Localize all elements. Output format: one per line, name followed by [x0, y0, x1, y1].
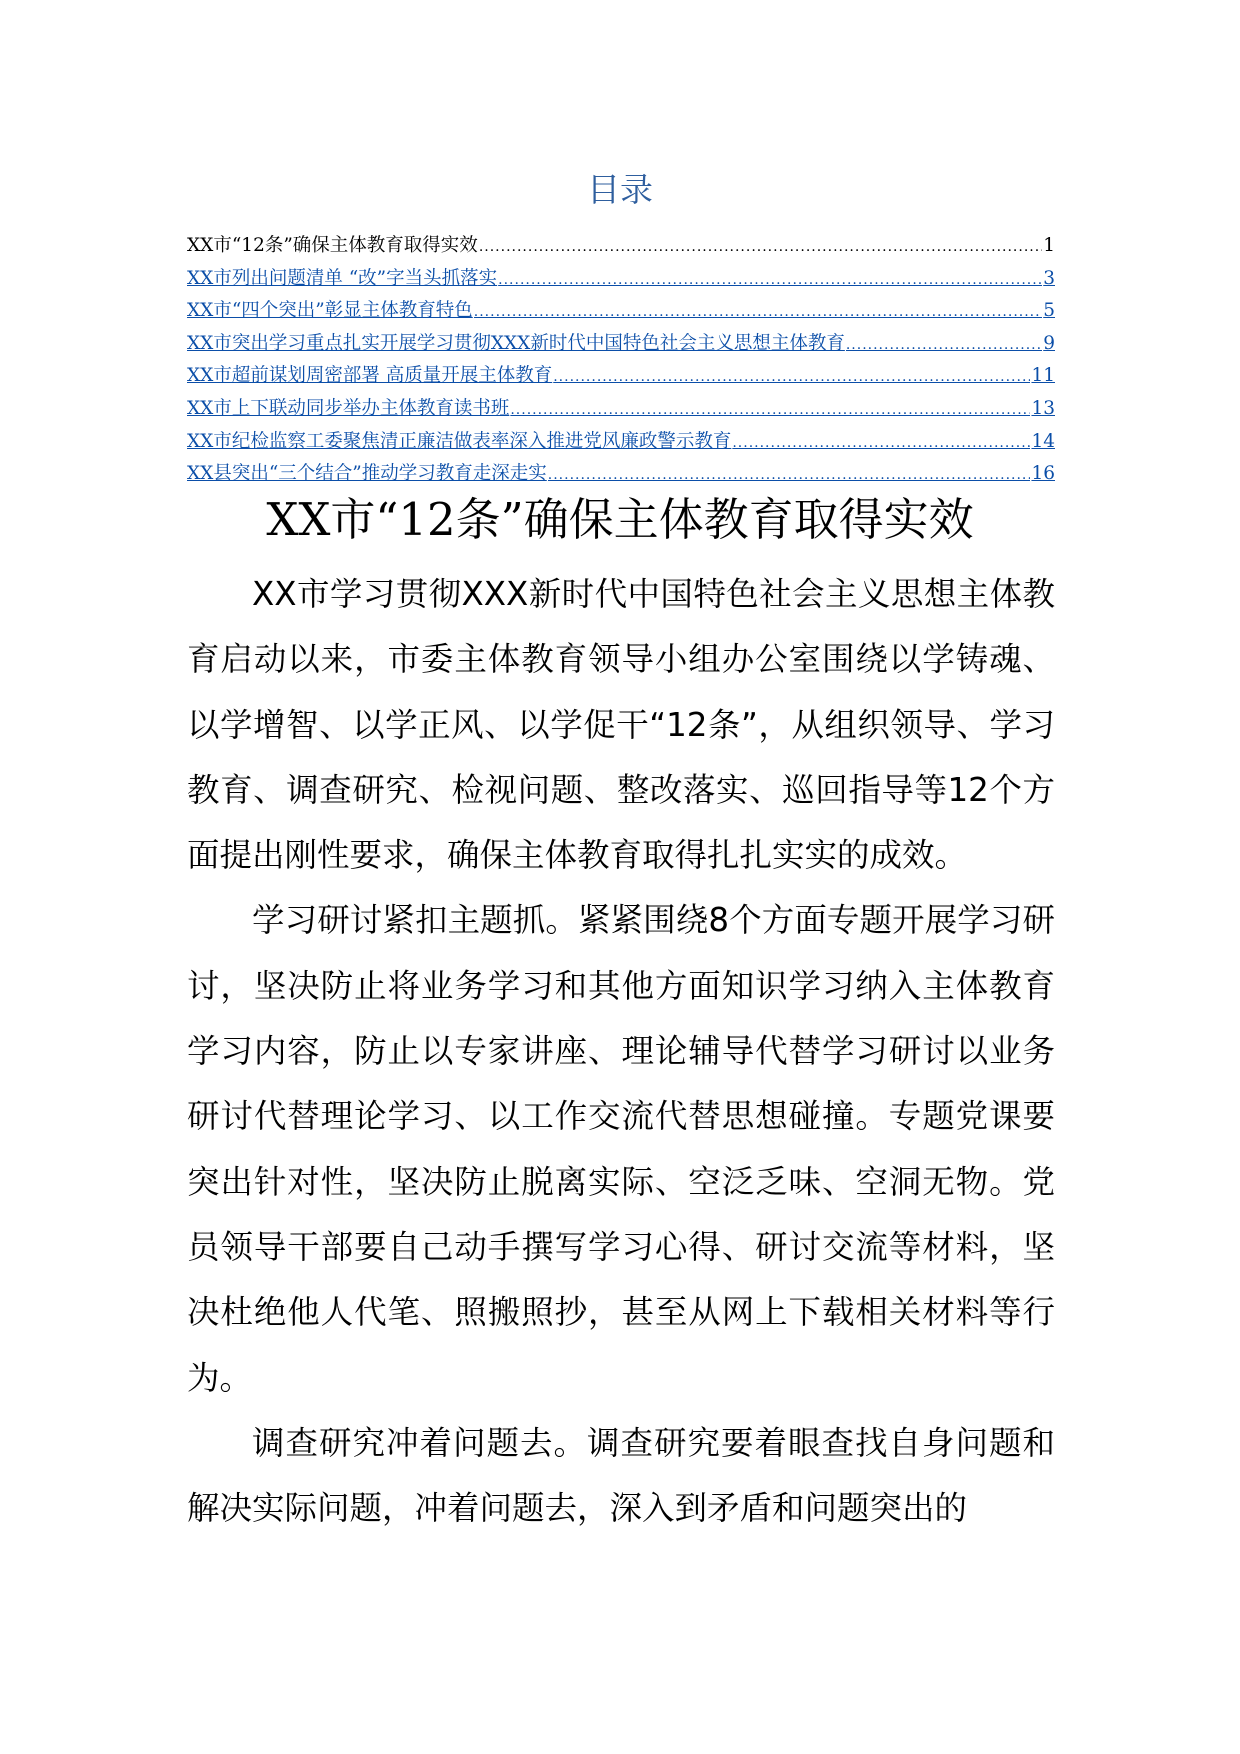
- toc-entry-title[interactable]: XX县突出“三个结合”推动学习教育走深走实: [187, 463, 547, 485]
- toc-leader-dots: [498, 264, 1042, 296]
- toc-leader-dots: [732, 427, 1030, 459]
- toc-entry-page[interactable]: 3: [1043, 267, 1055, 289]
- toc-entry-page[interactable]: 13: [1031, 397, 1055, 419]
- toc-entry-link[interactable]: [187, 328, 1055, 361]
- toc-leader-dots: [553, 361, 1030, 393]
- toc-entry-page[interactable]: 1: [1043, 235, 1055, 256]
- toc-entry-link[interactable]: [187, 263, 1055, 296]
- toc-leader-dots: [510, 394, 1030, 426]
- toc-entry-link[interactable]: [187, 360, 1055, 393]
- toc-entry-title[interactable]: XX市突出学习重点扎实开展学习贯彻XXX新时代中国特色社会主义思想主体教育: [187, 332, 845, 354]
- toc-entry-link[interactable]: [187, 393, 1055, 426]
- table-of-contents: [187, 230, 1055, 491]
- toc-leader-dots: [479, 231, 1042, 263]
- toc-entry-page[interactable]: 14: [1031, 430, 1055, 452]
- toc-entry-title[interactable]: XX市超前谋划周密部署 高质量开展主体教育: [187, 365, 553, 387]
- toc-entry-link[interactable]: [187, 458, 1055, 491]
- toc-entry-title[interactable]: XX市列出问题清单 “改”字当头抓落实: [187, 267, 498, 289]
- toc-entry[interactable]: [187, 230, 1055, 263]
- article-title: XX市“12条”确保主体教育取得实效: [266, 493, 974, 546]
- toc-leader-dots: [846, 329, 1042, 361]
- toc-entry-title[interactable]: XX市“12条”确保主体教育取得实效: [187, 235, 478, 256]
- toc-entry-page[interactable]: 5: [1043, 300, 1055, 322]
- article-paragraph: 学习研讨紧扣主题抓。紧紧围绕8个方面专题开展学习研讨，坚决防止将业务学习和其他方面知识学习纳入主体教育学习内容，防止以专家讲座、理论辅导代替学习研讨以业务研讨代替理论学习、以工作交流代替思想碰撞。专题党课要突出针对性，坚决防止脱离实际、空泛乏味、空洞无物。党员领导干部要自己动手撰写学习心得、研讨交流等材料，坚决杜绝他人代笔、照搬照抄，甚至从网上下载相关材料等行为。: [187, 901, 1055, 1397]
- toc-entry-title[interactable]: XX市“四个突出”彰显主体教育特色: [187, 300, 473, 322]
- toc-entry-title[interactable]: XX市上下联动同步举办主体教育读书班: [187, 397, 510, 419]
- article-paragraph: XX市学习贯彻XXX新时代中国特色社会主义思想主体教育启动以来，市委主体教育领导小组办公室围绕以学铸魂、以学增智、以学正风、以学促干“12条”，从组织领导、学习教育、调查研究、检视问题、整改落实、巡回指导等12个方面提出刚性要求，确保主体教育取得扎扎实实的成效。: [187, 575, 1055, 875]
- toc-title: 目录: [587, 170, 653, 209]
- article-body: [187, 562, 1055, 1541]
- article-paragraph: 调查研究冲着问题去。调查研究要着眼查找自身问题和解决实际问题，冲着问题去，深入到矛盾和问题突出的: [187, 1423, 1055, 1528]
- toc-leader-dots: [548, 459, 1031, 491]
- toc-entry-link[interactable]: [187, 295, 1055, 328]
- toc-entry-page[interactable]: 16: [1031, 463, 1055, 485]
- toc-leader-dots: [474, 296, 1042, 328]
- toc-entry-title[interactable]: XX市纪检监察工委聚焦清正廉洁做表率深入推进党风廉政警示教育: [187, 430, 732, 452]
- toc-entry-page[interactable]: 11: [1031, 365, 1055, 387]
- toc-entry-page[interactable]: 9: [1043, 332, 1055, 354]
- toc-entry-link[interactable]: [187, 426, 1055, 459]
